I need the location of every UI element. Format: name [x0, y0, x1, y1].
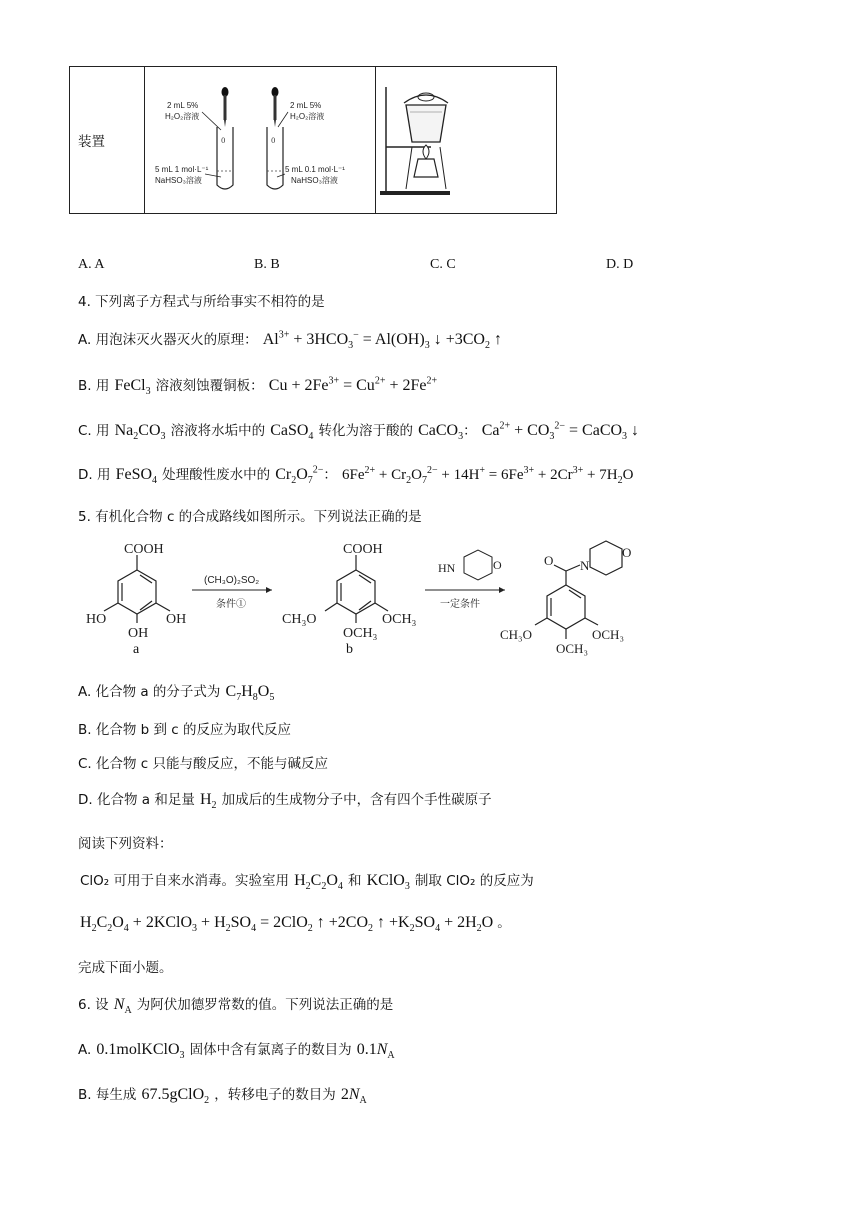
tube1-reagent2-label: 5 mL 1 mol·L⁻¹ [155, 165, 209, 174]
svg-text:O: O [493, 558, 502, 572]
tube2-reagent2b-label: NaHSO₃溶液 [291, 176, 338, 185]
q4-a-label: A. 用泡沫灭火器灭火的原理： [78, 332, 258, 348]
q5-stem: 5. 有机化合物 c 的合成路线如图所示。下列说法正确的是 [78, 509, 422, 525]
svg-text:OCH₃: OCH₃ [592, 627, 624, 642]
svg-text:N: N [580, 558, 590, 573]
molecule-b [325, 555, 388, 623]
test-tubes-cell [145, 67, 376, 214]
tube1-reagent1b-label: H₂O₂溶液 [165, 112, 200, 121]
svg-text:COOH: COOH [343, 542, 383, 557]
q5-d-pre: D. 化合物 a 和足量 [78, 792, 195, 808]
q6-b-value: $2N_A$ [340, 1086, 367, 1107]
reading-line1-mid: 和 [348, 873, 362, 889]
q5-option-c: C. 化合物 c 只能与酸反应，不能与碱反应 [78, 756, 329, 772]
reading-line1 [80, 869, 534, 893]
q4-c-mid1: 溶液将水垢中的 [170, 423, 266, 439]
row-label: 装置 [78, 134, 105, 150]
q4-d-mid1: 处理酸性废水中的 [162, 467, 271, 483]
q6-a-mid: 固体中含有氯离子的数目为 [189, 1042, 352, 1058]
condition1-reagent: (CH₃O)₂SO₂ [204, 575, 260, 586]
svg-text:CH₃O: CH₃O [282, 612, 317, 627]
q6-b-mass: 67.5gClO$_2$ [141, 1086, 210, 1107]
test-tubes-illustration [145, 67, 375, 213]
q4-option-d: D. 用 FeSO$_4$ 处理酸性废水中的 $Cr_2O_7^{2-}$： $6Fe^{2+} + Cr_2O_7^{2-} + 14H^+ = 6Fe^{3+} + 2Cr^{3+} + 7H_2O$ [78, 464, 634, 487]
molecule-a [104, 555, 170, 623]
tube2-reagent1-label: 2 mL 5% [290, 101, 322, 110]
svg-text:0: 0 [221, 137, 226, 145]
option-a: A. A [78, 257, 105, 272]
reading-equation: $H_2C_2O_4$ + 2KClO$_3$ + $H_2SO_4 = 2ClO_2$ ↑ $+2CO_2$ ↑ $+K_2SO_4 + 2H_2O$ 。 [80, 914, 511, 935]
q4-d-feso4: FeSO$_4$ [115, 466, 158, 487]
reading-line1-pre: ClO₂ 可用于自来水消毒。实验室用 [80, 873, 290, 889]
q4-option-b [78, 374, 438, 398]
q4-d-cr2o7: $Cr_2O_7^{2-}$ [275, 464, 324, 487]
q6-option-b [78, 1083, 367, 1107]
evaporation-cell [376, 67, 557, 214]
tube2-reagent2-label: 5 mL 0.1 mol·L⁻¹ [285, 165, 345, 174]
q4-c-mid2: 转化为溶于酸的 [318, 423, 414, 439]
svg-text:HN: HN [438, 561, 456, 575]
q4-c-caco3: CaCO$_3$ [418, 422, 464, 443]
q5-d-h2: $H_2$ [199, 791, 217, 812]
tube1-reagent2b-label: NaHSO₃溶液 [155, 176, 202, 185]
q4-stem: 4. 下列离子方程式与所给事实不相符的是 [78, 294, 325, 310]
reading-finish: 完成下面小题。 [78, 960, 173, 976]
tube1-reagent1-label: 2 mL 5% [167, 101, 199, 110]
q6-a-value: $0.1N_A$ [356, 1041, 395, 1062]
q6-na-symbol: $N_A$ [113, 996, 132, 1017]
svg-text:OCH₃: OCH₃ [382, 612, 417, 627]
svg-text:HO: HO [86, 612, 107, 627]
reading-intro: 阅读下列资料： [78, 836, 173, 852]
q4-option-c: C. 用 $Na_2CO_3$ 溶液将水垢中的 CaSO$_4$ 转化为溶于酸的 CaCO$_3$： $Ca^{2+} + CO_3^{2-}$ = CaCO$_3$ ↓ [78, 420, 640, 443]
q5-d-post: 加成后的生成物分子中，含有四个手性碳原子 [221, 792, 492, 808]
q5-option-a [78, 680, 275, 704]
q4-d-label: D. 用 [78, 467, 111, 483]
q4-a-equation: $Al^{3+} + 3HCO_3^- = Al(OH)_3$ ↓ $+3CO_2$ ↑ [262, 329, 502, 352]
svg-text:OCH₃: OCH₃ [343, 626, 378, 641]
reading-kclo3: KClO$_3$ [366, 872, 410, 893]
q6-b-mid: ，转移电子的数目为 [214, 1087, 336, 1103]
tube2-reagent1b-label: H₂O₂溶液 [290, 112, 325, 121]
q4-c-label: C. 用 [78, 423, 110, 439]
svg-text:OCH₃: OCH₃ [556, 641, 588, 656]
svg-text:0: 0 [271, 137, 276, 145]
q5-a-text: A. 化合物 a 的分子式为 [78, 684, 221, 700]
label-b: b [346, 642, 353, 657]
q6-stem [78, 993, 394, 1017]
label-a: a [133, 642, 140, 657]
condition2-label: 一定条件 [440, 599, 480, 610]
reading-line1-post: 制取 ClO₂ 的反应为 [414, 873, 534, 889]
option-c: C. C [430, 257, 456, 272]
option-b: B. B [254, 257, 280, 272]
svg-text:COOH: COOH [124, 542, 164, 557]
svg-text:O: O [622, 545, 632, 560]
condition1-label: 条件① [216, 599, 246, 610]
table-row-label-cell [70, 67, 145, 214]
q5-a-formula: $C_7H_8O_5$ [225, 683, 275, 704]
q4-d-equation: $6Fe^{2+} + Cr_2O_7^{2-} + 14H^+ = 6Fe^{3+} + 2Cr^{3+} + 7H_2O$ [342, 465, 634, 486]
svg-text:OH: OH [128, 626, 149, 641]
q4-c-caso4: CaSO$_4$ [270, 422, 314, 443]
q4-b-label: B. 用 [78, 378, 110, 394]
svg-text:O: O [544, 553, 554, 568]
heating-apparatus-illustration [376, 67, 556, 213]
q4-b-fecl3: FeCl$_3$ [114, 377, 151, 398]
svg-text:OH: OH [166, 612, 187, 627]
q6-stem-pre: 6. 设 [78, 997, 109, 1013]
apparatus-table [69, 66, 557, 214]
q6-stem-post: 为阿伏加德罗常数的值。下列说法正确的是 [136, 997, 394, 1013]
svg-text:CH₃O: CH₃O [500, 627, 532, 642]
q5-option-d [78, 788, 492, 812]
q6-b-pre: B. 每生成 [78, 1087, 137, 1103]
q6-option-a [78, 1038, 395, 1062]
reading-h2c2o4: $H_2C_2O_4$ [294, 872, 343, 893]
q4-b-equation: $Cu + 2Fe^{3+} = Cu^{2+} + 2Fe^{2+}$ [268, 375, 438, 394]
q4-c-na2co3: $Na_2CO_3$ [114, 422, 166, 443]
q4-c-equation: $Ca^{2+} + CO_3^{2-}$ = CaCO$_3$ ↓ [481, 420, 640, 443]
q4-option-a [78, 328, 502, 352]
q5-option-b: B. 化合物 b 到 c 的反应为取代反应 [78, 722, 292, 738]
q6-a-pre: A. [78, 1042, 92, 1058]
q4-b-mid: 溶液刻蚀覆铜板： [155, 378, 264, 394]
option-d: D. D [606, 257, 634, 272]
synthesis-route-diagram [80, 535, 660, 665]
q6-a-amount: 0.1molKClO$_3$ [96, 1041, 185, 1062]
